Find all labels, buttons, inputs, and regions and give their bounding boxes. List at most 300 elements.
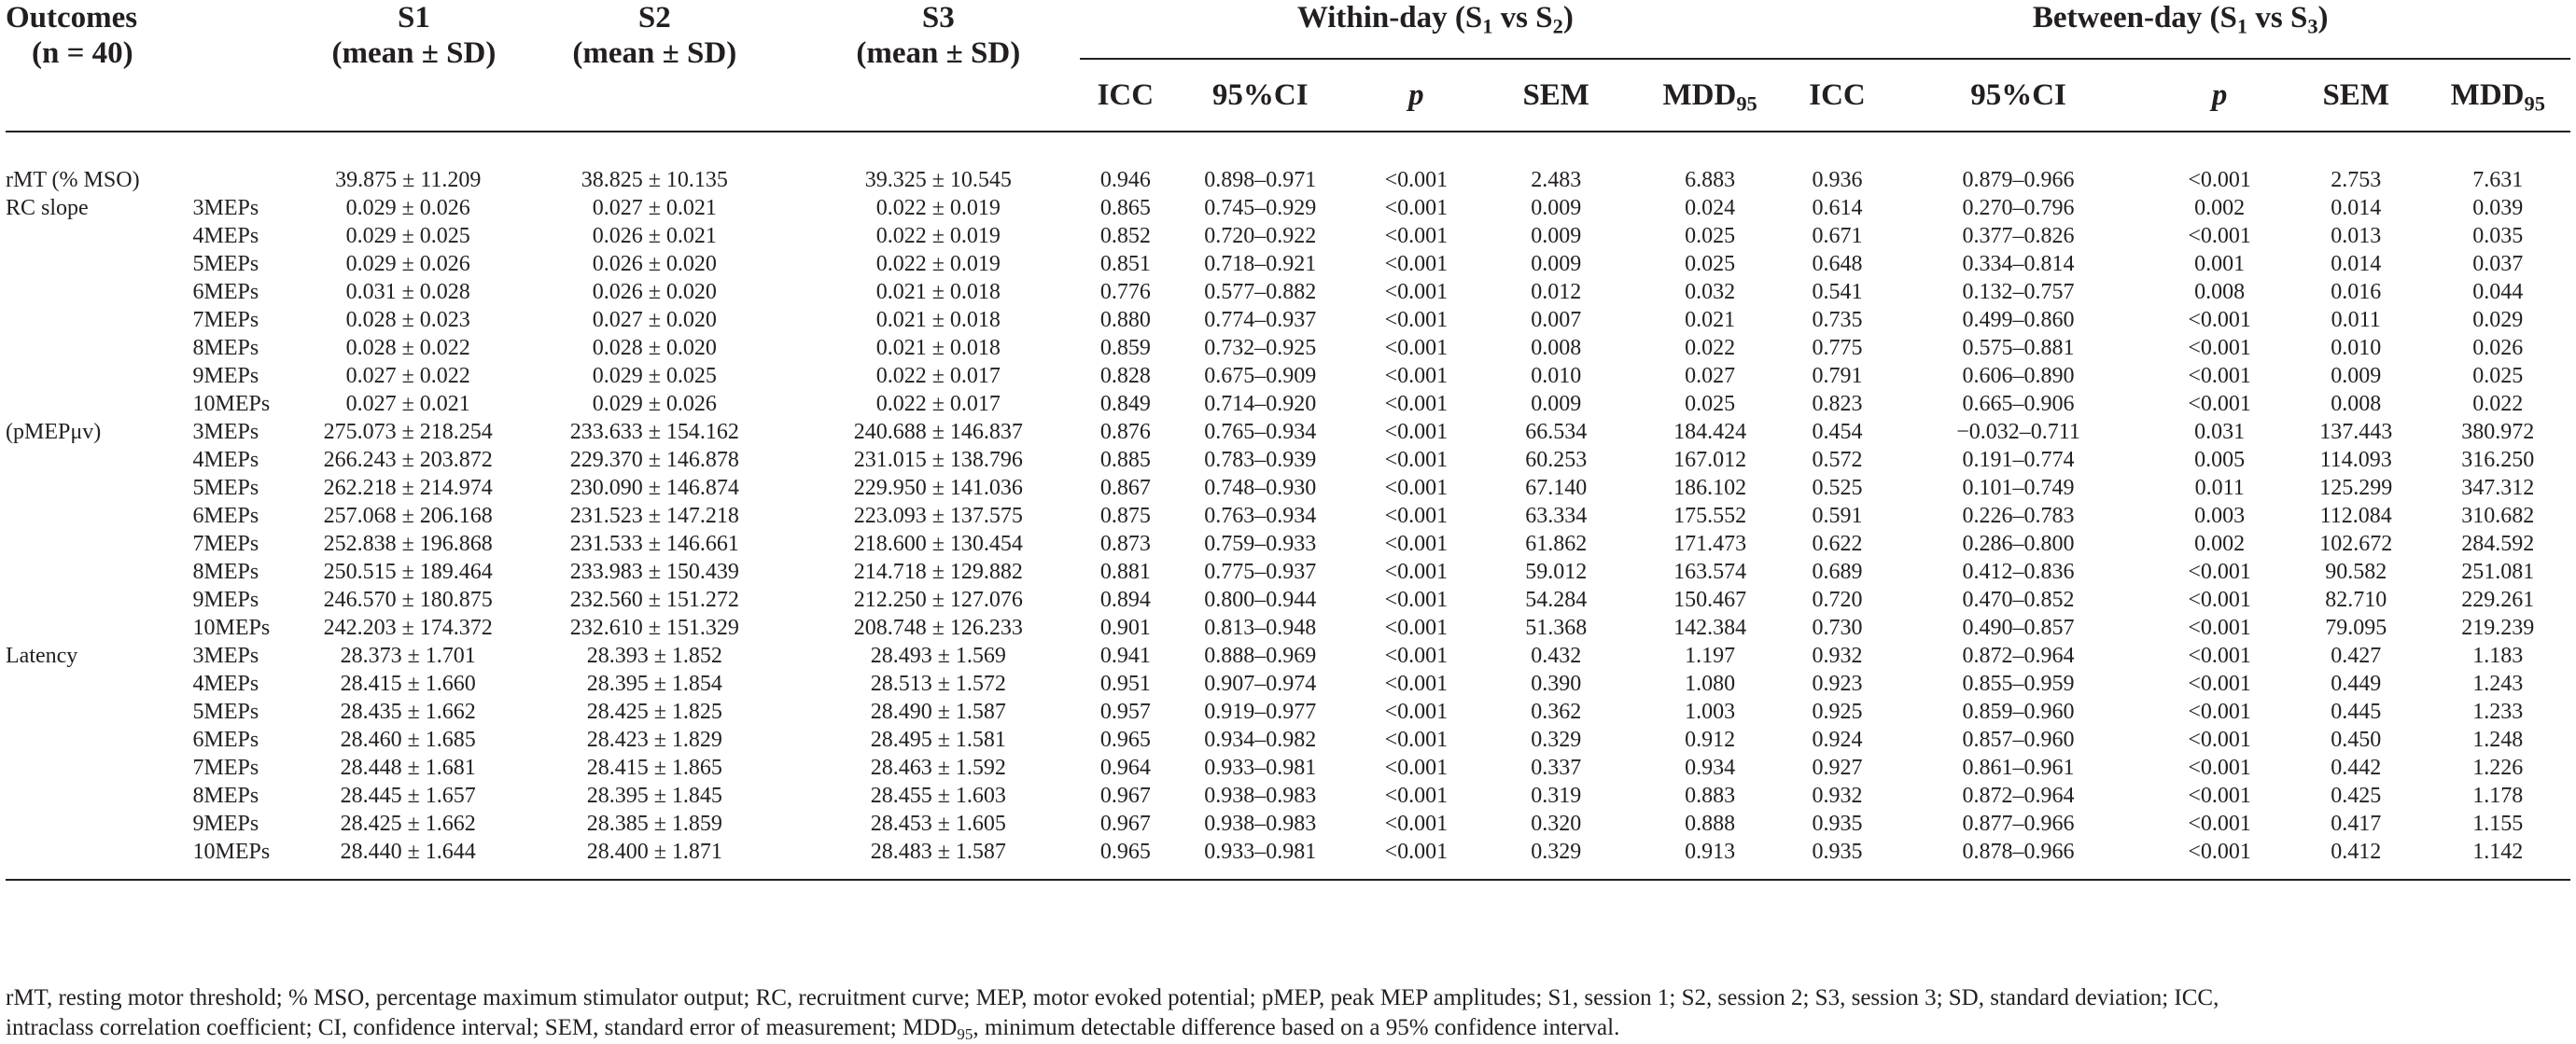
footnote-line2: intraclass correlation coefficient; CI, confidence interval; SEM, standard error of measurement; $MDD_{95}$, minimum detectable difference based on a 95% confidence interval. — [6, 1015, 1620, 1044]
group-label-empty — [6, 782, 193, 810]
table-cell: <0.001 — [2188, 756, 2251, 780]
table-cell: 0.849 — [1099, 392, 1151, 416]
table-row — [6, 306, 2570, 334]
table-cell: 28.495 ± 1.581 — [870, 728, 1006, 752]
group-label-empty — [6, 558, 193, 586]
table-cell: 0.967 — [1099, 784, 1151, 808]
table-cell: 208.748 ± 126.233 — [853, 616, 1023, 640]
table-cell: 2.753 — [2331, 168, 2382, 192]
table-cell: 0.865 — [1099, 196, 1151, 220]
table-cell: 1.003 — [1685, 700, 1736, 724]
group-label-empty — [6, 334, 193, 362]
table-cell: <0.001 — [2188, 392, 2251, 416]
table-cell: 0.445 — [2331, 700, 2382, 724]
table-cell: 0.329 — [1531, 728, 1582, 752]
group-label: Latency — [6, 644, 78, 668]
group-label-empty — [6, 586, 193, 614]
table-cell: 0.029 ± 0.025 — [345, 224, 470, 248]
table-cell: 0.855–0.959 — [1962, 672, 2075, 696]
table-cell: <0.001 — [2188, 560, 2251, 584]
table-cell: 0.861–0.961 — [1962, 756, 2075, 780]
table-cell: 0.730 — [1812, 616, 1863, 640]
table-cell: 1.155 — [2472, 812, 2524, 836]
s3-label: S3 — [921, 1, 955, 35]
table-cell: 28.385 ± 1.859 — [586, 812, 722, 836]
table-cell: 0.329 — [1483, 838, 1630, 880]
table-cell: 0.907–0.974 — [1204, 672, 1317, 696]
table-cell: 0.957 — [1099, 700, 1151, 724]
table-cell: <0.001 — [1384, 560, 1449, 584]
table-cell: 0.425 — [2331, 784, 2382, 808]
row-sublabel: 8MEPs — [192, 336, 259, 360]
within-mdd-header: $MDD_{95}$ — [1662, 78, 1757, 116]
rmt-label: rMT (% MSO) — [6, 168, 140, 192]
table-cell: 39.875 ± 11.209 — [335, 168, 482, 192]
table-cell: −0.032–0.711 — [1956, 420, 2080, 444]
row-sublabel: 3MEPs — [192, 644, 259, 668]
table-row — [6, 334, 2570, 362]
group-label-empty — [6, 306, 193, 334]
table-cell: 0.010 — [2331, 336, 2382, 360]
table-cell: 0.689 — [1812, 560, 1863, 584]
table-cell: 246.570 ± 180.875 — [323, 588, 493, 612]
table-cell: 0.765–0.934 — [1204, 420, 1317, 444]
s1-header — [303, 0, 512, 132]
group-label-empty — [6, 278, 193, 306]
table-cell: 79.095 — [2325, 616, 2387, 640]
table-cell: 0.925 — [1812, 700, 1863, 724]
table-cell: 63.334 — [1525, 504, 1588, 528]
table-cell: <0.001 — [1384, 700, 1449, 724]
table-cell: <0.001 — [1384, 336, 1449, 360]
table-cell: 1.197 — [1685, 644, 1736, 668]
table-cell: 0.964 — [1099, 756, 1151, 780]
within-icc-header: ICC — [1097, 78, 1155, 112]
table-cell: <0.001 — [1384, 364, 1449, 388]
table-cell: 0.027 ± 0.022 — [345, 364, 470, 388]
table-cell: 0.873 — [1099, 532, 1151, 556]
table-cell: <0.001 — [2188, 616, 2251, 640]
table-cell: 1.183 — [2472, 644, 2524, 668]
table-cell: <0.001 — [1384, 280, 1449, 304]
table-row — [6, 698, 2570, 726]
table-cell: 231.523 ± 147.218 — [569, 504, 739, 528]
table-row — [6, 586, 2570, 614]
table-cell: <0.001 — [2188, 700, 2251, 724]
between-day-header: Between-day ($S_1$ vs $S_3$) — [1790, 0, 2570, 59]
row-sublabel: 10MEPs — [192, 616, 271, 640]
table-cell: 0.936 — [1812, 168, 1863, 192]
table-cell: 0.450 — [2331, 728, 2382, 752]
table-cell: 240.688 ± 146.837 — [853, 420, 1023, 444]
table-cell: 0.028 ± 0.023 — [345, 308, 470, 332]
table-cell: 90.582 — [2325, 560, 2387, 584]
table-cell: 0.935 — [1790, 838, 1883, 880]
table-cell: 0.923 — [1812, 672, 1863, 696]
table-cell: 0.932 — [1812, 784, 1863, 808]
table-cell: 0.031 — [2194, 420, 2246, 444]
table-cell: 233.983 ± 150.439 — [569, 560, 739, 584]
table-cell: <0.001 — [1350, 838, 1482, 880]
group-label: (pMEPμv) — [6, 420, 102, 444]
table-cell: 0.334–0.814 — [1962, 252, 2075, 276]
table-cell: 0.946 — [1099, 168, 1151, 192]
table-cell: 0.009 — [1531, 392, 1582, 416]
table-cell: 0.927 — [1812, 756, 1863, 780]
table-row — [6, 754, 2570, 782]
table-cell: <0.001 — [1384, 224, 1449, 248]
table-cell: 0.025 — [1685, 252, 1736, 276]
table-cell: <0.001 — [1384, 476, 1449, 500]
row-sublabel: 10MEPs — [192, 392, 271, 416]
table-cell: 0.016 — [2331, 280, 2382, 304]
table-cell: 0.933–0.981 — [1170, 838, 1350, 880]
table-cell: <0.001 — [2188, 672, 2251, 696]
group-label-empty — [6, 446, 193, 474]
table-row — [6, 642, 2570, 670]
table-row — [6, 474, 2570, 502]
table-cell: 0.965 — [1080, 838, 1170, 880]
results-table — [6, 0, 2570, 881]
table-cell: 0.648 — [1812, 252, 1863, 276]
table-cell: 7.631 — [2472, 168, 2524, 192]
table-cell: 171.473 — [1673, 532, 1747, 556]
table-cell: 0.714–0.920 — [1204, 392, 1317, 416]
table-cell: 0.007 — [1531, 308, 1582, 332]
group-label-empty — [6, 474, 193, 502]
table-cell: 0.039 — [2472, 196, 2524, 220]
table-cell: 0.008 — [2331, 392, 2382, 416]
table-cell: 0.541 — [1812, 280, 1863, 304]
table-cell: 0.913 — [1630, 838, 1790, 880]
table-cell: <0.001 — [2188, 784, 2251, 808]
table-row — [6, 782, 2570, 810]
table-cell: 0.044 — [2472, 280, 2524, 304]
table-cell: 347.312 — [2461, 476, 2535, 500]
table-cell: 0.763–0.934 — [1204, 504, 1317, 528]
table-cell: 0.859–0.960 — [1962, 700, 2075, 724]
table-cell: <0.001 — [1384, 812, 1449, 836]
s2-meansd: (mean ± SD) — [572, 36, 737, 70]
table-cell: <0.001 — [1384, 392, 1449, 416]
group-label-empty — [6, 838, 193, 880]
between-mdd-header: $MDD_{95}$ — [2450, 78, 2545, 116]
table-cell: 223.093 ± 137.575 — [853, 504, 1023, 528]
table-cell: 0.901 — [1099, 616, 1151, 640]
table-cell: 2.483 — [1531, 168, 1582, 192]
row-sublabel: 7MEPs — [192, 532, 259, 556]
table-cell: 114.093 — [2319, 448, 2392, 472]
table-cell: 0.022 ± 0.019 — [875, 224, 1001, 248]
table-cell: 0.775–0.937 — [1204, 560, 1317, 584]
table-cell: 0.191–0.774 — [1962, 448, 2075, 472]
table-cell: 0.362 — [1531, 700, 1582, 724]
table-cell: 0.022 — [1685, 336, 1736, 360]
s3-header — [796, 0, 1080, 132]
table-cell: 218.600 ± 130.454 — [853, 532, 1023, 556]
table-cell: 0.783–0.939 — [1204, 448, 1317, 472]
table-cell: 1.142 — [2426, 838, 2570, 880]
table-cell: 28.415 ± 1.865 — [586, 756, 722, 780]
table-cell: 54.284 — [1525, 588, 1588, 612]
s2-header — [512, 0, 796, 132]
table-cell: 1.243 — [2472, 672, 2524, 696]
table-cell: 0.880 — [1099, 308, 1151, 332]
table-cell: 230.090 ± 146.874 — [569, 476, 739, 500]
table-cell: 0.967 — [1099, 812, 1151, 836]
table-cell: 251.081 — [2461, 560, 2535, 584]
table-cell: 0.591 — [1812, 504, 1863, 528]
table-cell: 0.898–0.971 — [1204, 168, 1317, 192]
table-cell: 0.606–0.890 — [1962, 364, 2075, 388]
row-sublabel: 5MEPs — [192, 252, 259, 276]
table-cell: 0.101–0.749 — [1962, 476, 2075, 500]
table-cell: 38.825 ± 10.135 — [581, 168, 728, 192]
table-cell: 0.377–0.826 — [1962, 224, 2075, 248]
table-cell: 231.015 ± 138.796 — [853, 448, 1023, 472]
table-cell: 0.924 — [1812, 728, 1863, 752]
table-cell: 0.876 — [1099, 420, 1151, 444]
table-cell: 0.934 — [1685, 756, 1736, 780]
table-cell: <0.001 — [1384, 196, 1449, 220]
table-cell: 28.393 ± 1.852 — [586, 644, 722, 668]
row-sublabel: 10MEPs — [193, 838, 304, 880]
table-cell: <0.001 — [1384, 532, 1449, 556]
s1-label: S1 — [398, 1, 430, 35]
row-sublabel: 7MEPs — [192, 308, 259, 332]
table-cell: 1.226 — [2472, 756, 2524, 780]
table-cell: 0.867 — [1099, 476, 1151, 500]
group-label-empty — [6, 502, 193, 530]
table-cell: 0.671 — [1812, 224, 1863, 248]
table-cell: <0.001 — [2188, 728, 2251, 752]
table-cell: 0.011 — [2194, 476, 2245, 500]
table-cell: 0.427 — [2331, 644, 2382, 668]
between-p-header: p — [2211, 78, 2228, 112]
row-sublabel: 6MEPs — [192, 728, 259, 752]
table-cell: 0.009 — [1531, 252, 1582, 276]
table-cell: 0.035 — [2472, 224, 2524, 248]
table-cell: 150.467 — [1673, 588, 1747, 612]
between-ci-header: 95%CI — [1970, 78, 2066, 112]
table-cell: 28.455 ± 1.603 — [870, 784, 1006, 808]
table-cell: 1.178 — [2472, 784, 2524, 808]
table-cell: 0.412 — [2287, 838, 2426, 880]
row-sublabel: 5MEPs — [192, 476, 259, 500]
table-cell: 0.449 — [2331, 672, 2382, 696]
table-cell: 232.610 ± 151.329 — [569, 616, 739, 640]
table-row — [6, 390, 2570, 418]
table-cell: 28.453 ± 1.605 — [870, 812, 1006, 836]
table-cell: 0.027 — [1685, 364, 1736, 388]
table-row — [6, 222, 2570, 250]
table-cell: 233.633 ± 154.162 — [569, 420, 739, 444]
table-cell: 0.872–0.964 — [1962, 784, 2075, 808]
table-cell: 28.483 ± 1.587 — [796, 838, 1080, 880]
table-cell: 0.851 — [1099, 252, 1151, 276]
table-cell: 137.443 — [2319, 420, 2393, 444]
table-row — [6, 726, 2570, 754]
table-cell: 0.572 — [1812, 448, 1863, 472]
table-cell: 142.384 — [1673, 616, 1747, 640]
s2-label: S2 — [637, 1, 671, 35]
group-label-empty — [6, 614, 193, 642]
table-cell: 51.368 — [1525, 616, 1588, 640]
table-cell: 0.013 — [2331, 224, 2382, 248]
group-label-empty — [6, 530, 193, 558]
table-cell: 0.010 — [1531, 364, 1582, 388]
table-cell: 0.029 ± 0.026 — [345, 252, 470, 276]
table-cell: <0.001 — [2188, 168, 2251, 192]
table-cell: 0.022 ± 0.017 — [875, 364, 1001, 388]
table-cell: <0.001 — [1384, 448, 1449, 472]
table-cell: 0.022 ± 0.019 — [875, 252, 1001, 276]
table-cell: 0.022 ± 0.019 — [875, 196, 1001, 220]
table-cell: 266.243 ± 203.872 — [323, 448, 493, 472]
table-cell: 0.014 — [2331, 196, 2382, 220]
table-cell: 28.423 ± 1.829 — [586, 728, 722, 752]
table-row — [6, 502, 2570, 530]
table-cell: 0.001 — [2194, 252, 2246, 276]
table-cell: 0.432 — [1531, 644, 1582, 668]
table-cell: 0.614 — [1812, 196, 1863, 220]
table-cell: 0.024 — [1685, 196, 1736, 220]
table-cell: 28.490 ± 1.587 — [870, 700, 1006, 724]
table-cell: 0.622 — [1812, 532, 1863, 556]
table-cell: 0.011 — [2331, 308, 2381, 332]
table-cell: 0.852 — [1099, 224, 1151, 248]
table-cell: 0.791 — [1812, 364, 1863, 388]
within-ci-header: 95%CI — [1211, 78, 1309, 112]
table-row — [6, 194, 2570, 222]
table-cell: <0.001 — [1384, 252, 1449, 276]
table-header — [6, 0, 2570, 132]
group-label-empty — [6, 670, 193, 698]
table-cell: 28.435 ± 1.662 — [340, 700, 476, 724]
table-cell: 0.002 — [2194, 196, 2246, 220]
table-cell: <0.001 — [1384, 308, 1449, 332]
table-cell: 28.463 ± 1.592 — [870, 756, 1006, 780]
table-cell: 61.862 — [1525, 532, 1588, 556]
table-cell: 0.857–0.960 — [1962, 728, 2075, 752]
table-cell: <0.001 — [2188, 812, 2251, 836]
table-cell: 125.299 — [2319, 476, 2393, 500]
table-cell: <0.001 — [2188, 224, 2251, 248]
table-cell: 0.454 — [1812, 420, 1863, 444]
table-cell: 66.534 — [1525, 420, 1588, 444]
table-cell: 0.675–0.909 — [1204, 364, 1317, 388]
outcomes-header-line1: Outcomes — [6, 1, 138, 35]
between-sem-header: SEM — [2322, 78, 2389, 112]
table-cell: 284.592 — [2461, 532, 2535, 556]
row-sublabel: 5MEPs — [192, 700, 259, 724]
row-sublabel: 4MEPs — [192, 448, 259, 472]
row-sublabel: 6MEPs — [192, 280, 259, 304]
table-cell: 229.261 — [2461, 588, 2535, 612]
outcomes-header — [6, 0, 303, 132]
table-cell: 0.720–0.922 — [1204, 224, 1317, 248]
table-cell: 0.028 ± 0.020 — [592, 336, 717, 360]
table-cell: 0.577–0.882 — [1204, 280, 1317, 304]
table-cell: 1.233 — [2472, 700, 2524, 724]
row-sublabel: 3MEPs — [192, 196, 259, 220]
table-cell: 0.320 — [1531, 812, 1582, 836]
table-cell: 0.037 — [2472, 252, 2524, 276]
table-cell: 0.859 — [1099, 336, 1151, 360]
table-cell: 229.370 ± 146.878 — [569, 448, 739, 472]
row-sublabel: 3MEPs — [192, 420, 259, 444]
table-cell: 163.574 — [1673, 560, 1747, 584]
table-cell: 0.575–0.881 — [1962, 336, 2075, 360]
table-cell: 0.499–0.860 — [1962, 308, 2075, 332]
table-cell: 310.682 — [2461, 504, 2535, 528]
group-label-empty — [6, 698, 193, 726]
table-row — [6, 558, 2570, 586]
table-cell: 0.021 ± 0.018 — [875, 308, 1001, 332]
table-cell: <0.001 — [1384, 504, 1449, 528]
table-cell: 0.490–0.857 — [1962, 616, 2075, 640]
table-cell: 214.718 ± 129.882 — [853, 560, 1023, 584]
table-row — [6, 810, 2570, 838]
table-row — [6, 250, 2570, 278]
table-cell: <0.001 — [1384, 588, 1449, 612]
group-label: RC slope — [6, 196, 89, 220]
table-cell: 167.012 — [1673, 448, 1747, 472]
table-cell: 186.102 — [1673, 476, 1747, 500]
within-day-header: Within-day ($S_1$ vs $S_2$) — [1080, 0, 1790, 59]
table-cell: 0.872–0.964 — [1962, 644, 2075, 668]
table-cell: 0.875 — [1099, 504, 1151, 528]
table-cell: 28.415 ± 1.660 — [340, 672, 476, 696]
table-cell: 0.027 ± 0.021 — [345, 392, 470, 416]
table-cell: 1.248 — [2472, 728, 2524, 752]
table-cell: 0.009 — [1531, 196, 1582, 220]
table-cell: 0.745–0.929 — [1204, 196, 1317, 220]
table-cell: 0.720 — [1812, 588, 1863, 612]
within-sem-header: SEM — [1522, 78, 1589, 112]
table-cell: 0.470–0.852 — [1962, 588, 2075, 612]
table-cell: <0.001 — [1384, 616, 1449, 640]
table-cell: <0.001 — [1384, 672, 1449, 696]
row-sublabel: 9MEPs — [192, 812, 259, 836]
row-sublabel: 8MEPs — [192, 560, 259, 584]
table-cell: 242.203 ± 174.372 — [323, 616, 493, 640]
footnote-line1: rMT, resting motor threshold; % MSO, percentage maximum stimulator output; RC, recruitment curve; MEP, motor evoked potential; pMEP, peak MEP amplitudes; S1, session 1; S2, session 2; S3, session 3; SD, standard deviation; ICC, — [6, 985, 2219, 1010]
table-cell: 0.002 — [2194, 532, 2246, 556]
row-sublabel: 9MEPs — [192, 588, 259, 612]
table-cell: 0.885 — [1099, 448, 1151, 472]
between-icc-header: ICC — [1809, 78, 1866, 112]
table-cell: 0.412–0.836 — [1962, 560, 2075, 584]
table-cell: 0.938–0.983 — [1204, 812, 1317, 836]
table-row — [6, 362, 2570, 390]
table-cell: 0.029 — [2472, 308, 2524, 332]
table-cell: 0.026 ± 0.020 — [592, 280, 717, 304]
table-cell: 0.028 ± 0.022 — [345, 336, 470, 360]
table-cell: 28.513 ± 1.572 — [870, 672, 1006, 696]
table-cell: 275.073 ± 218.254 — [323, 420, 493, 444]
row-sublabel: 7MEPs — [192, 756, 259, 780]
group-label-empty — [6, 250, 193, 278]
s3-meansd: (mean ± SD) — [856, 36, 1021, 70]
table-cell: 59.012 — [1525, 560, 1588, 584]
group-label-empty — [6, 362, 193, 390]
table-cell: 0.319 — [1531, 784, 1582, 808]
table-cell: 60.253 — [1525, 448, 1588, 472]
table-cell: 0.442 — [2331, 756, 2382, 780]
row-sublabel: 4MEPs — [192, 672, 259, 696]
table-cell: 0.022 ± 0.017 — [875, 392, 1001, 416]
